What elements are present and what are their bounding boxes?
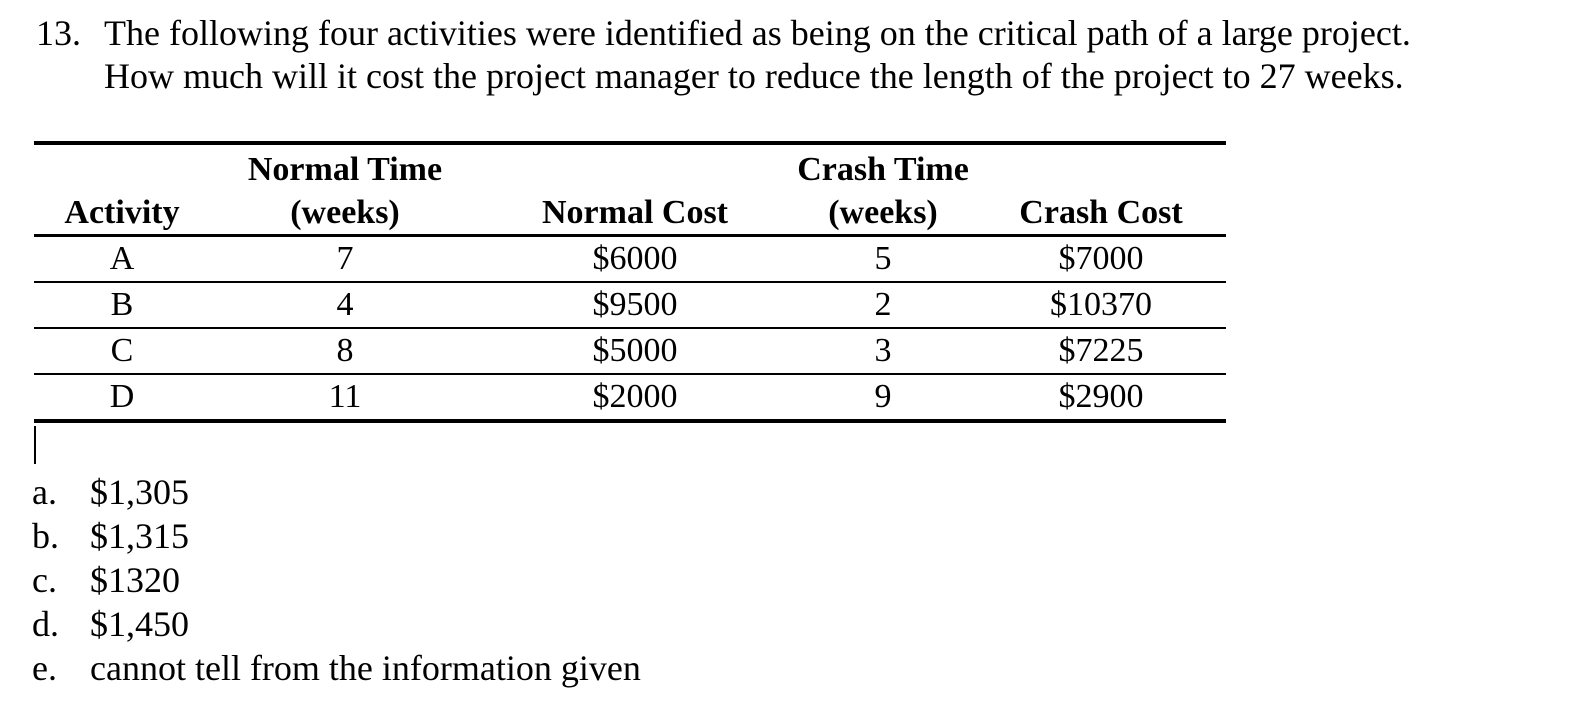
option-b[interactable]	[32, 514, 641, 558]
option-text: $1,315	[90, 516, 189, 556]
option-letter: c.	[32, 560, 57, 600]
cell-normal-time: 4	[336, 286, 354, 323]
header-normal-cost: Normal Cost	[541, 194, 729, 231]
table-row	[34, 329, 1226, 373]
question	[36, 12, 1411, 98]
option-text: cannot tell from the information given	[90, 648, 641, 688]
cell-normal-time: 8	[336, 332, 354, 369]
cell-normal-time: 7	[336, 240, 354, 277]
cell-crash-cost: $10370	[1050, 286, 1152, 323]
cell-crash-cost: $7225	[1058, 332, 1144, 369]
header-crash-time-line-1: Crash Time	[797, 151, 969, 188]
option-letter: a.	[32, 472, 57, 512]
cell-crash-cost: $7000	[1058, 240, 1144, 277]
cell-activity: A	[109, 240, 135, 277]
option-letter: b.	[32, 516, 59, 556]
cell-activity: B	[110, 286, 134, 323]
cell-normal-cost: $2000	[592, 378, 678, 415]
question-number: 13.	[36, 13, 81, 53]
option-letter: d.	[32, 604, 59, 644]
table-header	[34, 145, 1226, 234]
cell-crash-cost: $2900	[1058, 378, 1144, 415]
option-c[interactable]	[32, 558, 641, 602]
question-text-line-1: The following four activities were identified as being on the critical path of a large project.	[104, 13, 1411, 53]
option-letter: e.	[32, 648, 57, 688]
option-d[interactable]	[32, 602, 641, 646]
header-normal-time-line-1: Normal Time	[247, 151, 443, 188]
cell-crash-time: 3	[874, 332, 892, 369]
table-bottom-rule	[34, 419, 1226, 423]
option-text: $1,450	[90, 604, 189, 644]
cell-normal-cost: $9500	[592, 286, 678, 323]
question-line-2	[36, 55, 1411, 98]
option-a[interactable]	[32, 470, 641, 514]
cell-crash-time: 9	[874, 378, 892, 415]
option-e[interactable]	[32, 646, 641, 690]
header-activity: Activity	[64, 194, 180, 231]
cell-normal-cost: $6000	[592, 240, 678, 277]
cell-crash-time: 5	[874, 240, 892, 277]
table-row	[34, 237, 1226, 281]
activity-table	[34, 141, 1226, 423]
option-text: $1,305	[90, 472, 189, 512]
cell-normal-time: 11	[328, 378, 362, 415]
cell-activity: C	[110, 332, 134, 369]
cell-activity: D	[109, 378, 135, 415]
text-cursor	[34, 426, 36, 464]
table-row	[34, 283, 1226, 327]
header-crash-cost: Crash Cost	[1019, 194, 1183, 231]
option-text: $1320	[90, 560, 180, 600]
question-text-line-2: How much will it cost the project manager to reduce the length of the project to 27 weeks.	[104, 56, 1404, 96]
answer-options	[32, 470, 641, 690]
question-line-1	[36, 12, 1411, 55]
header-normal-time-line-2: (weeks)	[290, 194, 400, 231]
cell-crash-time: 2	[874, 286, 892, 323]
cell-normal-cost: $5000	[592, 332, 678, 369]
table-row	[34, 375, 1226, 419]
header-crash-time-line-2: (weeks)	[828, 194, 938, 231]
